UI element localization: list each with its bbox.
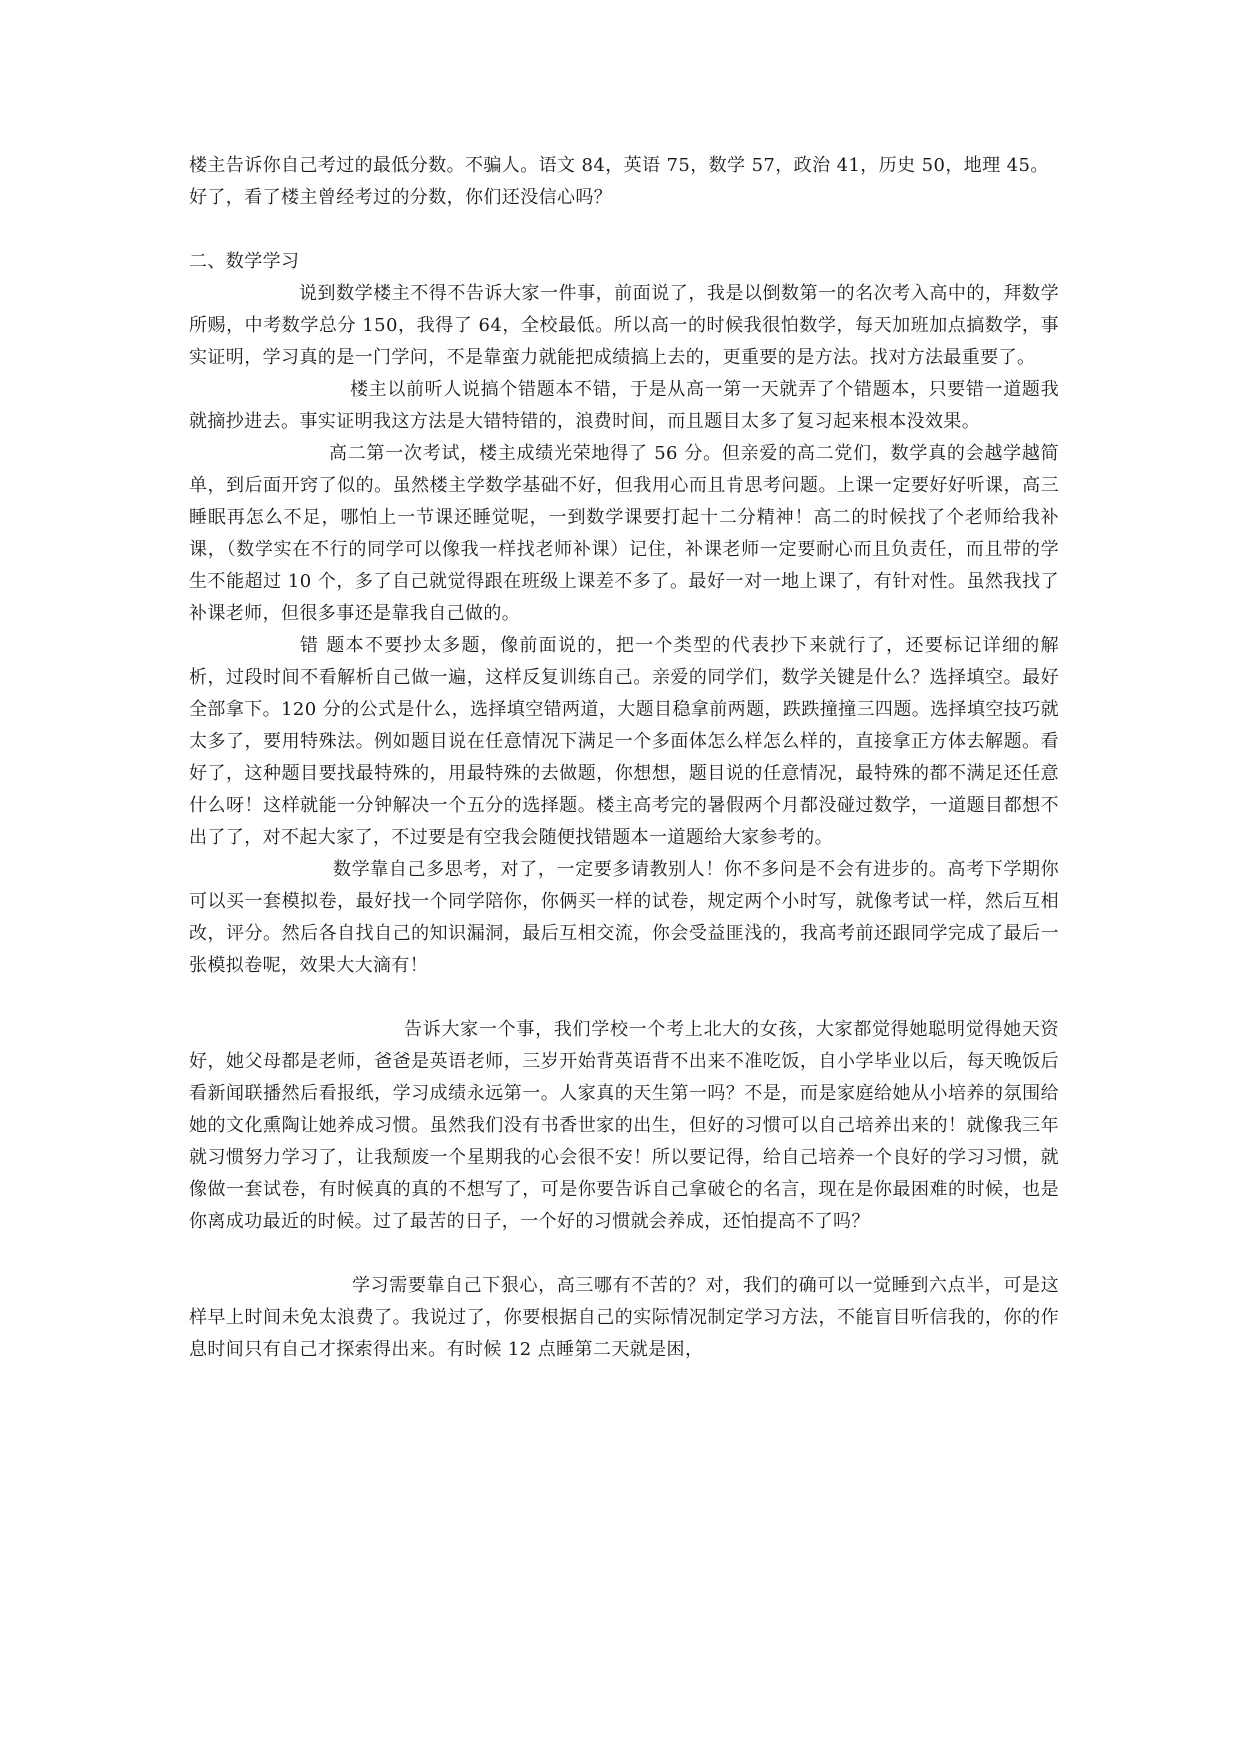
paragraph-3: 高二第一次考试，楼主成绩光荣地得了 56 分。但亲爱的高二党们，数学真的会越学越简单，到后面开窍了似的。虽然楼主学数学基础不好，但我用心而且肯思考问题。上课一定要好好听课，高三睡眠再怎么不足，哪怕上一节课还睡觉呢，一到数学课要打起十二分精神！高二的时候找了个老师给我补课，（数学实在不行的同学可以像我一样找老师补课）记住，补课老师一定要耐心而且负责任，而且带的学生不能超过 10 个，多了自己就觉得跟在班级上课差不多了。最好一对一地上课了，有针对性。虽然我找了补课老师，但很多事还是靠我自己做的。 bbox=[189, 443, 1059, 624]
blank-line bbox=[189, 982, 1059, 1014]
paragraph-7: 学习需要靠自己下狠心，高三哪有不苦的？对，我们的确可以一觉睡到六点半，可是这样早上时间未免太浪费了。我说过了，你要根据自己的实际情况制定学习方法，不能盲目听信我的，你的作息时间只有自己才探索得出来。有时候 12 点睡第二天就是困， bbox=[189, 1275, 1059, 1360]
paragraph-6: 告诉大家一个事，我们学校一个考上北大的女孩，大家都觉得她聪明觉得她天资好，她父母都是老师，爸爸是英语老师，三岁开始背英语背不出来不准吃饭，自小学毕业以后，每天晚饭后看新闻联播然后看报纸，学习成绩永远第一。人家真的天生第一吗？不是，而是家庭给她从小培养的氛围给她的文化熏陶让她养成习惯。虽然我们没有书香世家的出生，但好的习惯可以自己培养出来的！就像我三年就习惯努力学习了，让我颓废一个星期我的心会很不安！所以要记得，给自己培养一个良好的学习习惯，就像做一套试卷，有时候真的真的不想写了，可是你要告诉自己拿破仑的名言，现在是你最困难的时候，也是你离成功最近的时候。过了最苦的日子，一个好的习惯就会养成，还怕提高不了吗？ bbox=[189, 1019, 1059, 1232]
paragraph-2: 楼主以前听人说搞个错题本不错，于是从高一第一天就弄了个错题本，只要错一道题我就摘抄进去。事实证明我这方法是大错特错的，浪费时间，而且题目太多了复习起来根本没效果。 bbox=[189, 379, 1059, 432]
paragraph-5: 数学靠自己多思考，对了，一定要多请教别人！你不多问是不会有进步的。高考下学期你可以买一套模拟卷，最好找一个同学陪你，你俩买一样的试卷，规定两个小时写，就像考试一样，然后互相改，评分。然后各自找自己的知识漏洞，最后互相交流，你会受益匪浅的，我高考前还跟同学完成了最后一张模拟卷呢，效果大大滴有！ bbox=[189, 859, 1059, 976]
blank-line bbox=[189, 1238, 1059, 1270]
intro-line-1: 楼主告诉你自己考过的最低分数。不骗人。语文 84，英语 75，数学 57，政治 41，历史 50，地理 45。 bbox=[189, 155, 1049, 176]
section-heading: 二、数学学习 bbox=[189, 251, 300, 272]
intro-line-2: 好了，看了楼主曾经考过的分数，你们还没信心吗？ bbox=[189, 187, 613, 208]
document-body bbox=[189, 150, 1059, 1366]
paragraph-4: 错 题本不要抄太多题，像前面说的，把一个类型的代表抄下来就行了，还要标记详细的解析，过段时间不看解析自己做一遍，这样反复训练自己。亲爱的同学们，数学关键是什么？选择填空。最好全部拿下。120 分的公式是什么，选择填空错两道，大题目稳拿前两题，跌跌撞撞三四题。选择填空技巧就太多了，要用特殊法。例如题目说在任意情况下满足一个多面体怎么样怎么样的，直接拿正方体去解题。看好了，这种题目要找最特殊的，用最特殊的去做题，你想想，题目说的任意情况，最特殊的都不满足还任意什么呀！这样就能一分钟解决一个五分的选择题。楼主高考完的暑假两个月都没碰过数学，一道题目都想不出了了，对不起大家了，不过要是有空我会随便找错题本一道题给大家参考的。 bbox=[189, 635, 1059, 848]
blank-line bbox=[189, 214, 1059, 246]
paragraph-1: 说到数学楼主不得不告诉大家一件事，前面说了，我是以倒数第一的名次考入高中的，拜数学所赐，中考数学总分 150，我得了 64，全校最低。所以高一的时候我很怕数学，每天加班加点搞数学，事实证明，学习真的是一门学问，不是靠蛮力就能把成绩搞上去的，更重要的是方法。找对方法最重要了。 bbox=[189, 283, 1059, 368]
